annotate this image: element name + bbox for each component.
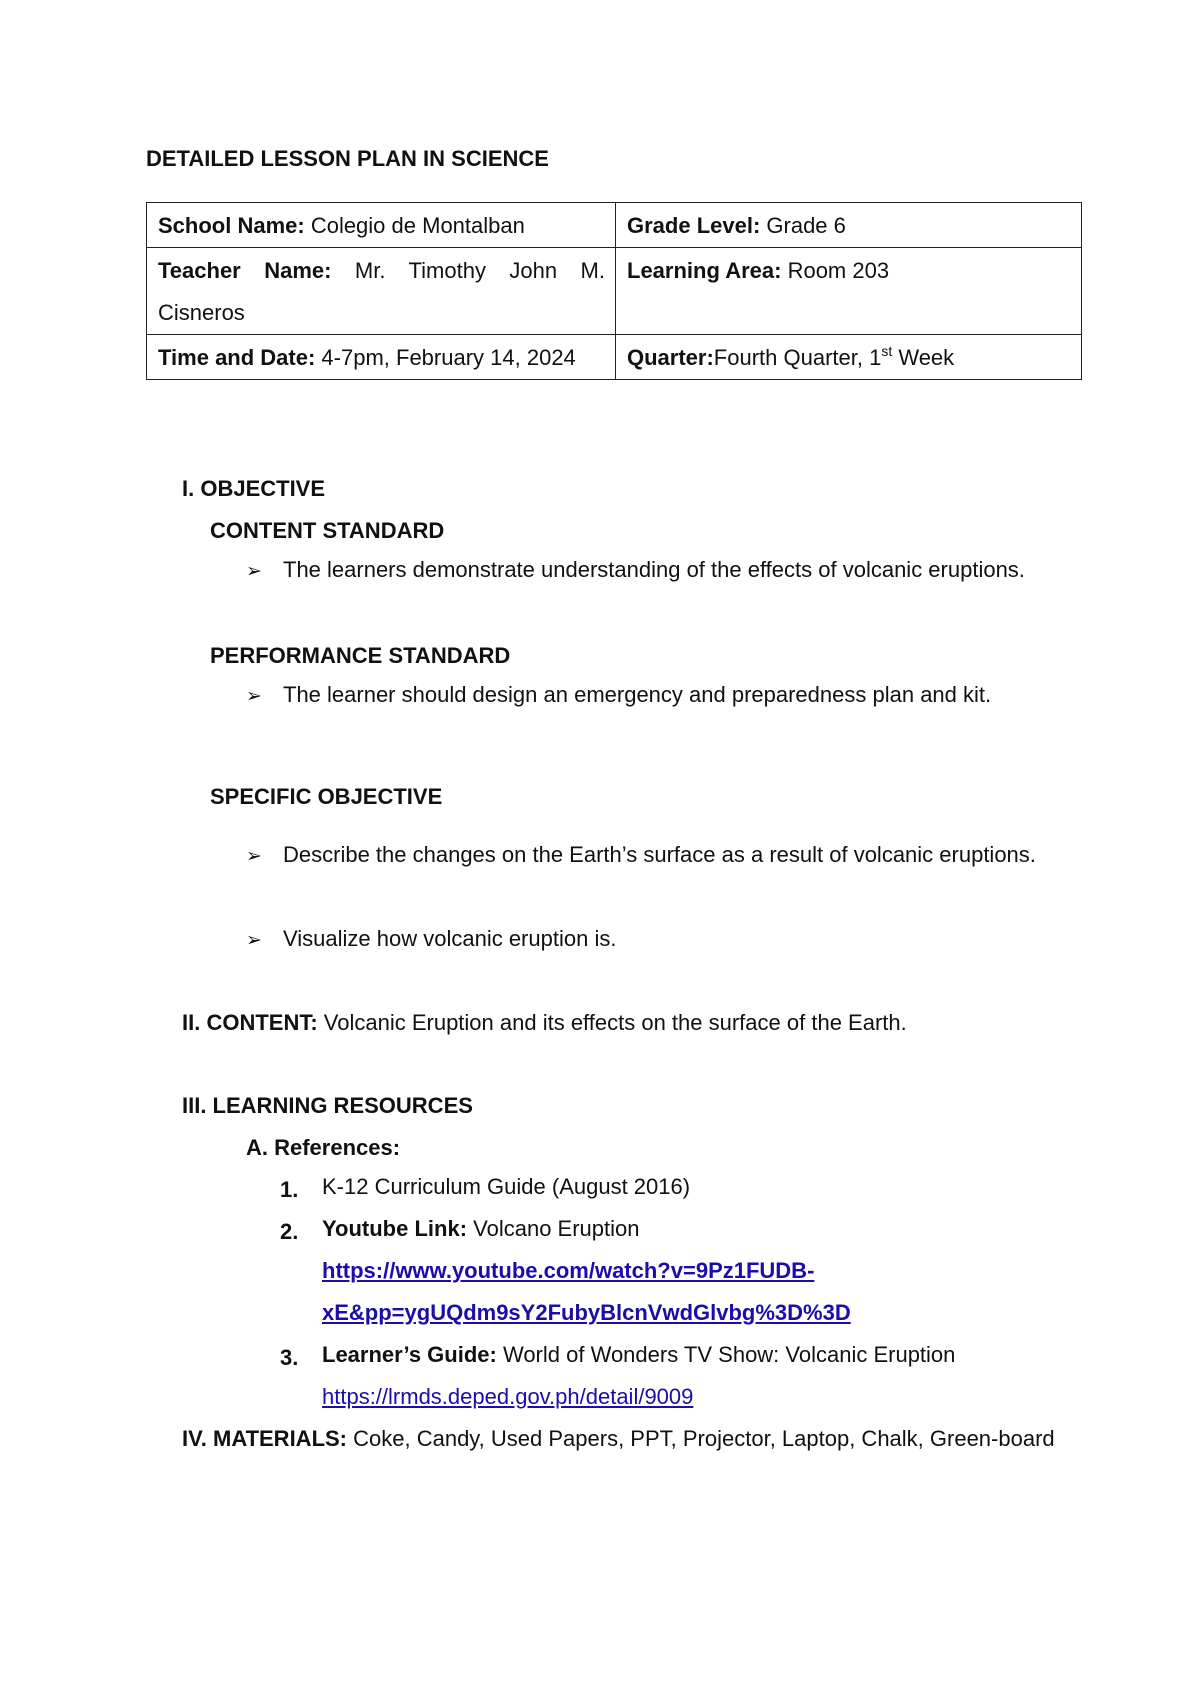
- specific-objective-item-2: Visualize how volcanic eruption is.: [283, 926, 617, 951]
- performance-standard-heading: PERFORMANCE STANDARD: [210, 643, 511, 668]
- arrow-bullet-icon: ➢: [246, 561, 262, 582]
- quarter-label: Quarter:: [627, 345, 714, 370]
- time-value: 4-7pm, February 14, 2024: [315, 345, 576, 370]
- content-label: II. CONTENT:: [182, 1010, 318, 1035]
- youtube-link-line2[interactable]: xE&pp=ygUQdm9sY2FubyBlcnVwdGlvbg%3D%3D: [322, 1300, 851, 1325]
- youtube-link-line1[interactable]: https://www.youtube.com/watch?v=9Pz1FUDB-: [322, 1258, 815, 1283]
- learning-area-cell: [616, 248, 1082, 335]
- arrow-bullet-icon: ➢: [246, 930, 262, 951]
- school-name-cell: [147, 203, 616, 248]
- teacher-label: Teacher Name:: [158, 258, 332, 283]
- materials-label: IV. MATERIALS:: [182, 1426, 348, 1451]
- specific-objective-item-1: Describe the changes on the Earth’s surface as a result of volcanic eruptions.: [283, 842, 1036, 867]
- content-standard-item: The learners demonstrate understanding of the effects of volcanic eruptions.: [283, 557, 1025, 582]
- materials-value: Coke, Candy, Used Papers, PPT, Projector, Laptop, Chalk, Green-board: [347, 1426, 1055, 1451]
- reference-number: 1.: [280, 1177, 299, 1202]
- specific-objective-heading: SPECIFIC OBJECTIVE: [210, 784, 443, 809]
- reference-number: 3.: [280, 1345, 299, 1370]
- grade-level-cell: [616, 203, 1082, 248]
- area-value: Room 203: [781, 258, 890, 283]
- content-line: [182, 1010, 907, 1036]
- quarter-cell: [616, 335, 1082, 380]
- quarter-value-pre: Fourth Quarter, 1: [713, 345, 882, 370]
- area-label: Learning Area:: [627, 258, 782, 283]
- school-value: Colegio de Montalban: [304, 213, 525, 238]
- content-value: Volcanic Eruption and its effects on the surface of the Earth.: [317, 1010, 907, 1035]
- reference-item-1: K-12 Curriculum Guide (August 2016): [322, 1174, 691, 1199]
- teacher-value: Mr. Timothy John M. Cisneros: [158, 258, 605, 325]
- learners-guide-label: Learner’s Guide:: [322, 1342, 497, 1367]
- learning-resources-heading: III. LEARNING RESOURCES: [182, 1093, 473, 1118]
- references-label: A. References:: [246, 1135, 401, 1160]
- reference-item-3: [322, 1334, 1059, 1418]
- time-date-cell: [147, 335, 616, 380]
- learners-guide-text: World of Wonders TV Show: Volcanic Eruption: [496, 1342, 956, 1367]
- objective-heading: I. OBJECTIVE: [182, 476, 326, 501]
- reference-number: 2.: [280, 1219, 299, 1244]
- arrow-bullet-icon: ➢: [246, 686, 262, 707]
- youtube-label: Youtube Link:: [322, 1216, 468, 1241]
- arrow-bullet-icon: ➢: [246, 846, 262, 867]
- time-label: Time and Date:: [158, 345, 316, 370]
- content-standard-heading: CONTENT STANDARD: [210, 518, 445, 543]
- grade-label: Grade Level:: [627, 213, 761, 238]
- reference-item-2: [322, 1208, 1059, 1334]
- info-table: [146, 202, 1082, 380]
- quarter-sup: st: [881, 343, 893, 359]
- grade-value: Grade 6: [760, 213, 846, 238]
- materials-line: [182, 1418, 1059, 1460]
- youtube-text: Volcano Eruption: [467, 1216, 640, 1241]
- school-label: School Name:: [158, 213, 305, 238]
- lrmds-link[interactable]: https://lrmds.deped.gov.ph/detail/9009: [322, 1384, 694, 1409]
- document-title: DETAILED LESSON PLAN IN SCIENCE: [146, 146, 549, 171]
- performance-standard-item: The learner should design an emergency and preparedness plan and kit.: [283, 682, 992, 707]
- teacher-name-cell: [147, 248, 616, 335]
- quarter-value-post: Week: [892, 345, 955, 370]
